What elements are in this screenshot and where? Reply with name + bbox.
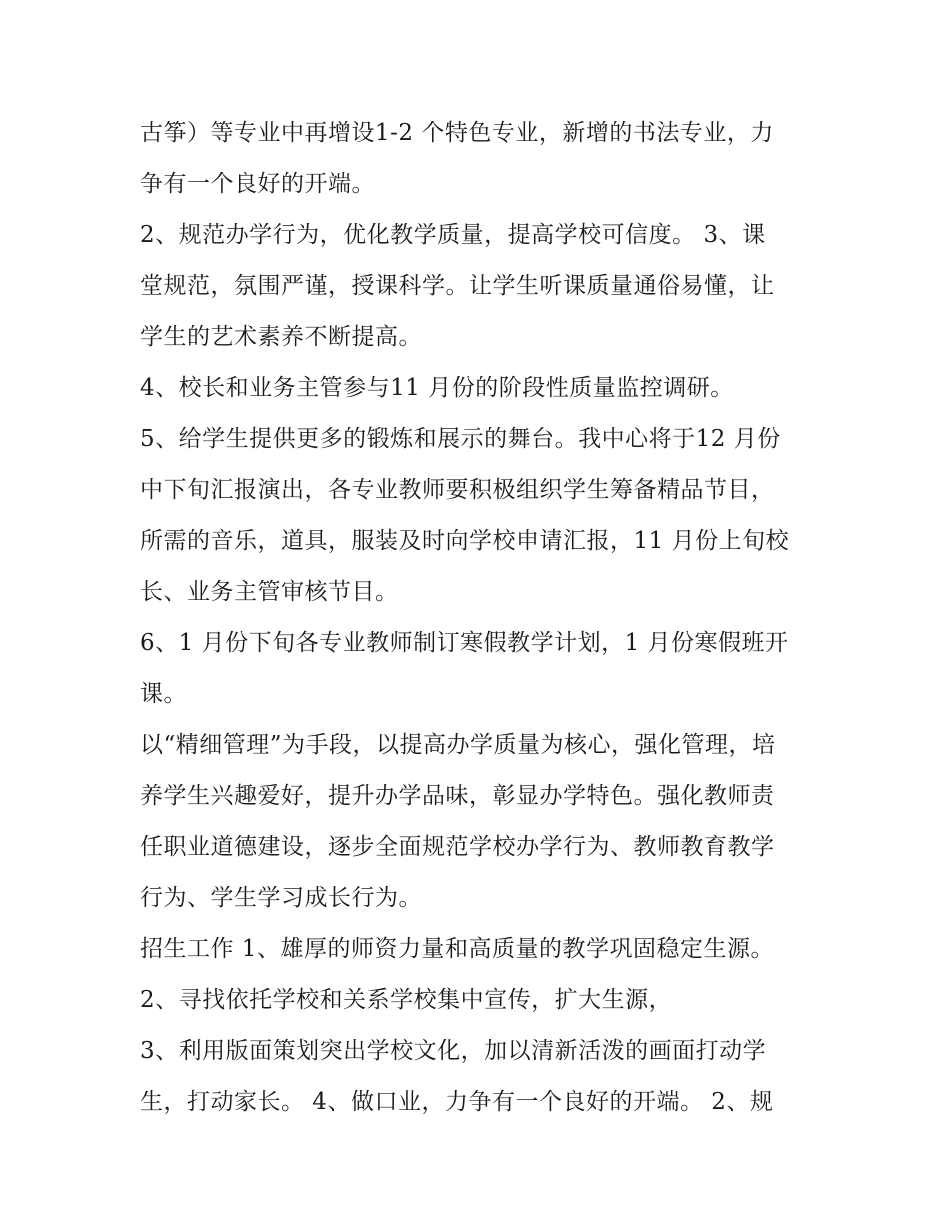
text-line-9: 所需的音乐，道具，服装及时向学校申请汇报，11 月份上旬校 — [140, 528, 790, 554]
text-line-20: 生，打动家长。 4、做口业，力争有一个良好的开端。 2、规 — [140, 1089, 774, 1115]
text-line-14: 养学生兴趣爱好，提升办学品味，彰显办学特色。强化教师责 — [140, 783, 775, 809]
text-line-16: 行为、学生学习成长行为。 — [140, 885, 422, 911]
text-line-8: 中下旬汇报演出，各专业教师要积极组织学生筹备精品节目， — [140, 477, 775, 503]
text-line-5: 学生的艺术素养不断提高。 — [140, 324, 422, 350]
text-line-13: 以“精细管理”为手段，以提高办学质量为核心，强化管理，培 — [140, 732, 776, 758]
text-line-1: 古筝）等专业中再增设1-2 个特色专业，新增的书法专业，力 — [140, 120, 774, 146]
text-line-19: 3、利用版面策划突出学校文化，加以清新活泼的画面打动学 — [140, 1038, 767, 1064]
text-line-6: 4、校长和业务主管参与11 月份的阶段性质量监控调研。 — [140, 375, 734, 401]
text-line-2: 争有一个良好的开端。 — [140, 171, 375, 197]
text-line-3: 2、规范办学行为，优化教学质量，提高学校可信度。 3、课 — [140, 222, 766, 248]
text-line-15: 任职业道德建设，逐步全面规范学校办学行为、教师教育教学 — [140, 834, 775, 860]
text-line-12: 课。 — [140, 681, 187, 707]
text-line-17: 招生工作 1、雄厚的师资力量和高质量的教学巩固稳定生源。 — [140, 936, 774, 962]
text-line-7: 5、给学生提供更多的锻炼和展示的舞台。我中心将于12 月份 — [140, 426, 781, 452]
text-line-10: 长、业务主管审核节目。 — [140, 579, 399, 605]
text-line-11: 6、1 月份下旬各专业教师制订寒假教学计划，1 月份寒假班开 — [140, 630, 789, 656]
text-line-4: 堂规范，氛围严谨，授课科学。让学生听课质量通俗易懂，让 — [140, 273, 775, 299]
document-body — [140, 108, 820, 1128]
text-line-18: 2、寻找依托学校和关系学校集中宣传，扩大生源， — [140, 987, 673, 1013]
